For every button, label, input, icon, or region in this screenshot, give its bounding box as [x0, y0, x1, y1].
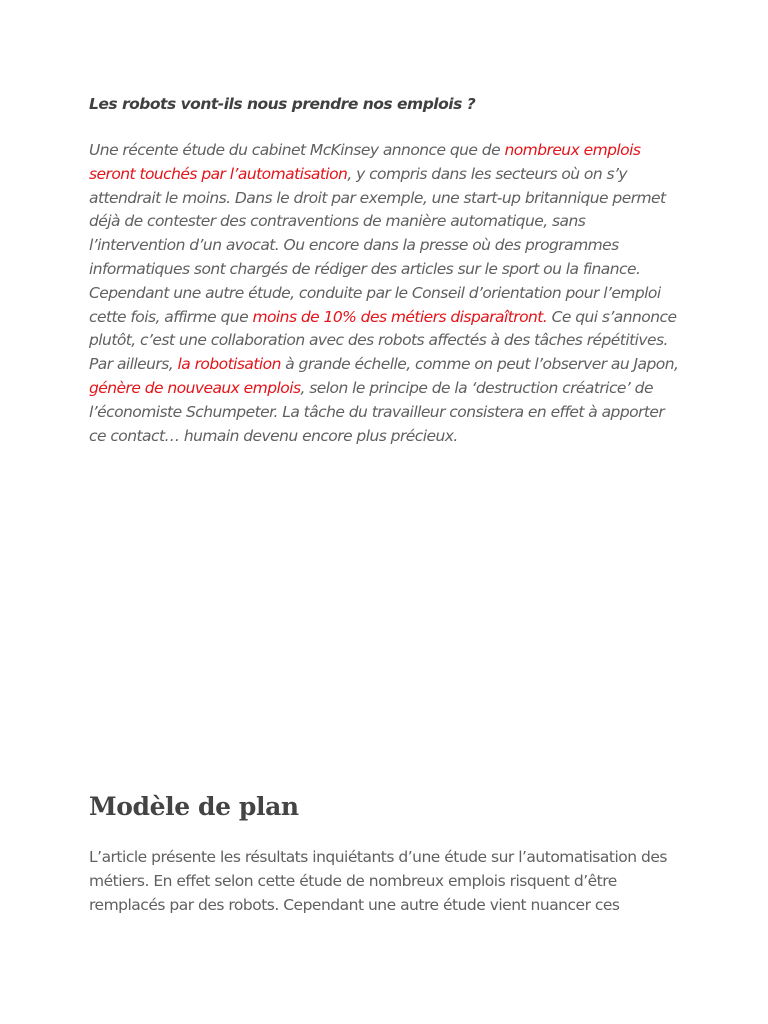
highlighted-link[interactable]: moins de 10% des métiers disparaîtront. — [252, 307, 548, 326]
plan-heading: Modèle de plan — [89, 792, 299, 821]
article-text-segment: Ce qui s’annonce plutôt, c’est une collaboration avec des robots affectés à des tâches répétitives. Par ailleurs, — [89, 307, 677, 374]
article-question: Les robots vont-ils nous prendre nos emplois ? — [89, 95, 476, 113]
highlighted-link[interactable]: génère de nouveaux emplois — [89, 378, 301, 397]
article-text-segment: , selon le principe de la ‘destruction créatrice’ de l’économiste Schumpeter. La tâche du travailleur consistera en effet à apporter ce contact… humain devenu encore plus précieux. — [89, 378, 665, 445]
plan-paragraph: L’article présente les résultats inquiétants d’une étude sur l’automatisation des métiers. En effet selon cette étude de nombreux emplois risquent d’être remplacés par des robots. Cependant une autre étude vient nuancer ces — [89, 848, 667, 914]
article-text-segment: Une récente étude du cabinet McKinsey annonce que de — [89, 141, 505, 159]
article-text-segment: à grande échelle, comme on peut l’observer au Japon, — [280, 355, 679, 374]
article-section — [89, 92, 679, 448]
highlighted-link[interactable]: la robotisation — [177, 355, 281, 374]
article-text-segment: , y compris dans les secteurs où on s’y attendrait le moins. Dans le droit par exemple, une start-up britannique permet déjà de contester des contraventions de manière automatique, sans l’intervention d’un avocat. Ou encore dans la presse où des programmes informatiques sont chargés de rédiger des articles sur le sport ou la finance. Cependant une autre étude, conduite par le Conseil d’orientation pour l’emploi cette fois, affirme que — [89, 164, 666, 326]
article-body — [89, 139, 679, 448]
highlighted-link[interactable]: nombreux emplois seront touchés par l’automatisation — [89, 141, 641, 183]
plan-section — [89, 788, 679, 917]
